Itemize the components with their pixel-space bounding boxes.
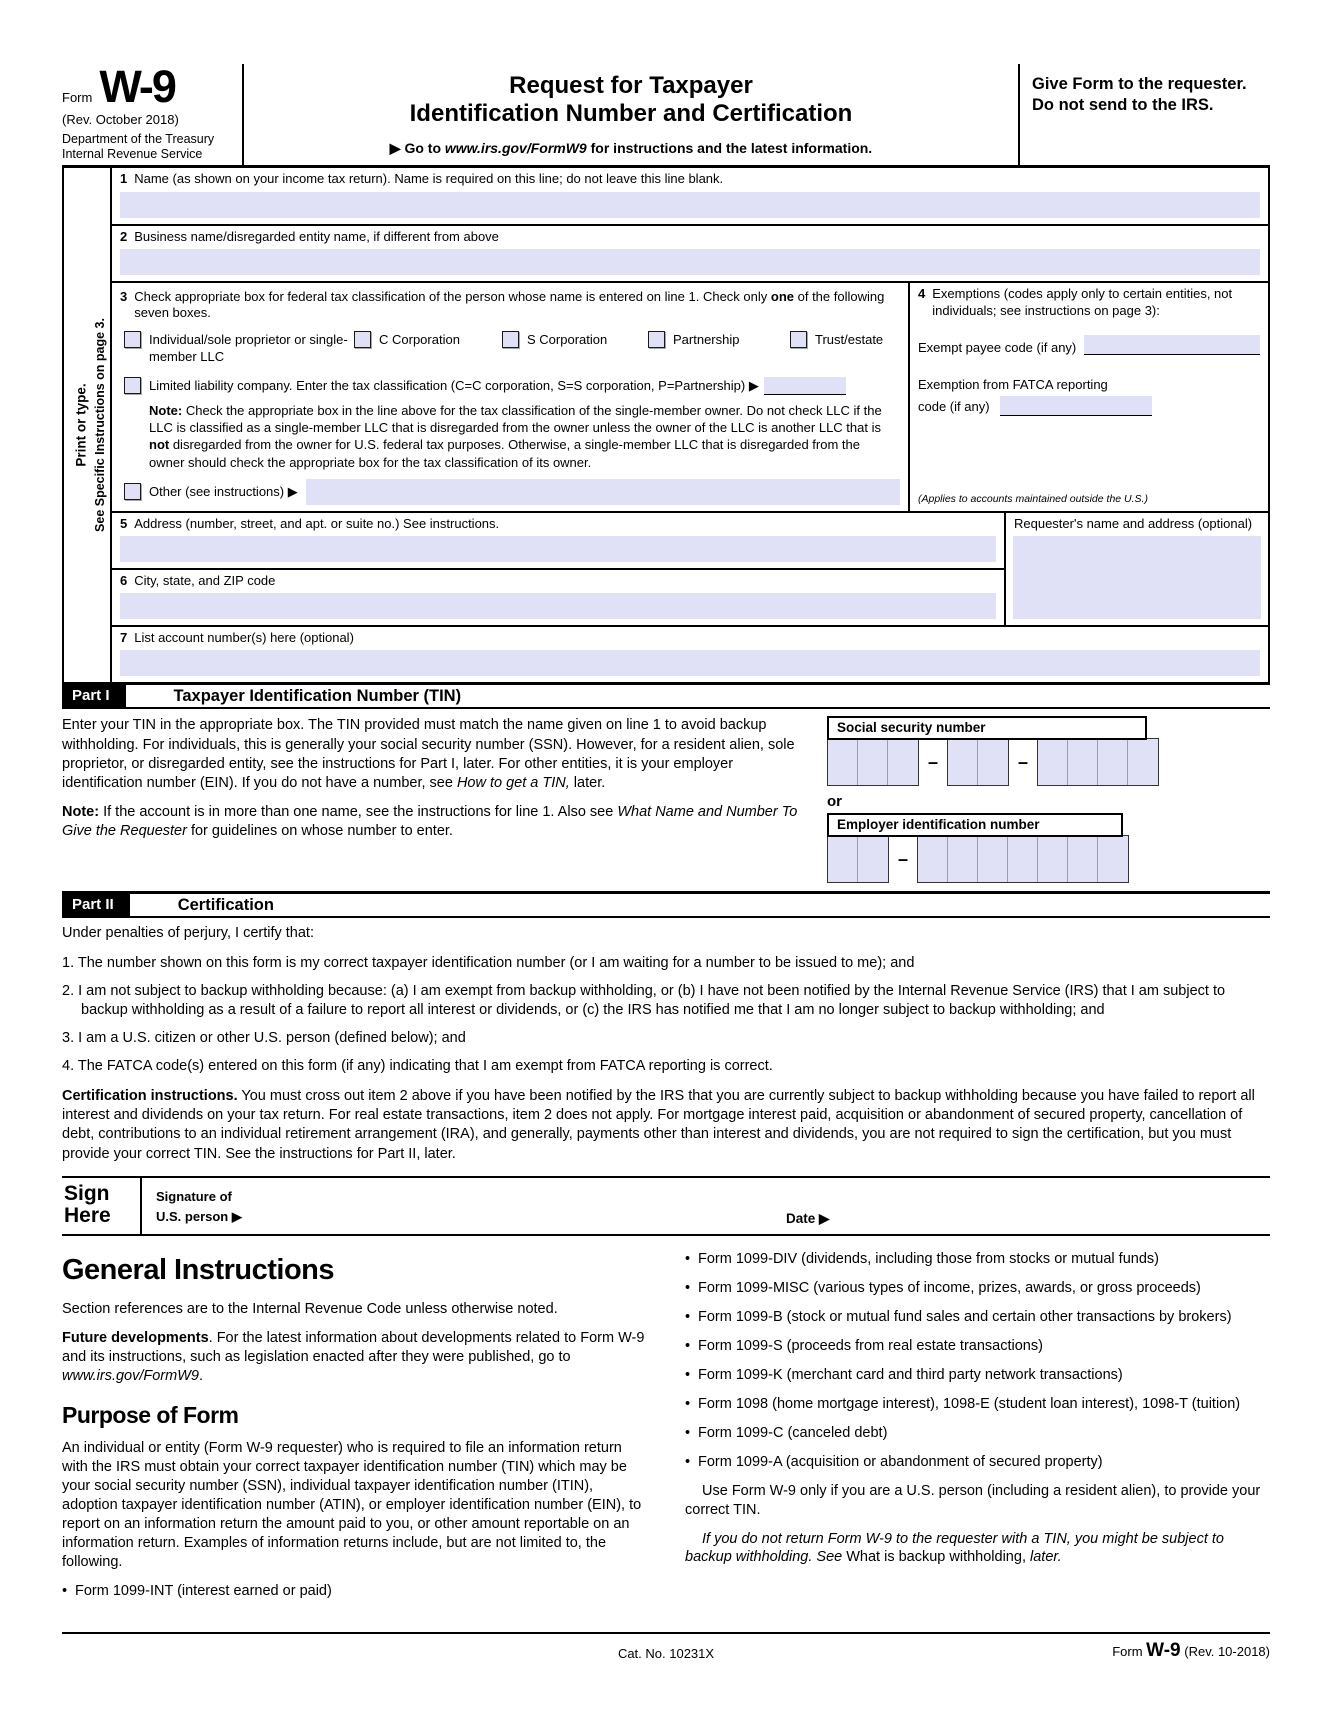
llc-note: Note: Check the appropriate box in the line above for the tax classification of the single-member owner. Do not check LLC if the LLC is classified as a single-member LLC that is disregarded from the owner unless the owner of the LLC is another LLC that is not disregarded from the owner for U.S. federal tax purposes. Otherwise, a single-member LLC that is disregarded from the owner should check the appropriate box for the tax classification of its owner. bbox=[149, 403, 882, 470]
exempt-payee-code-input[interactable] bbox=[1084, 335, 1260, 355]
ein-dash: – bbox=[898, 848, 909, 869]
fields-block bbox=[62, 168, 1270, 682]
certification-item-1: 1. The number shown on this form is my correct taxpayer identification number (or I am waiting for a number to be issued to me); and bbox=[62, 954, 915, 971]
fatca-label-line2: code (if any) bbox=[918, 398, 990, 414]
part2-tag: Part II bbox=[62, 894, 130, 916]
ssn-boxes bbox=[827, 738, 1270, 786]
line5-label: Address (number, street, and apt. or suite no.) See instructions. bbox=[134, 515, 500, 531]
part1-instructions bbox=[62, 714, 827, 883]
agency-line: Internal Revenue Service bbox=[62, 146, 203, 161]
c-corporation-checkbox[interactable] bbox=[354, 331, 371, 348]
form-title-block bbox=[242, 64, 1020, 165]
date-input[interactable] bbox=[842, 1178, 1270, 1234]
llc-checkbox[interactable] bbox=[124, 377, 141, 394]
exempt-payee-row bbox=[918, 335, 1260, 355]
line3-line4-row bbox=[112, 283, 1268, 513]
form-1099-misc-bullet: • Form 1099-MISC (various types of income, prizes, awards, or gross proceeds) bbox=[685, 1279, 1270, 1298]
or-label: or bbox=[827, 793, 842, 811]
ssn-dash: – bbox=[928, 751, 939, 772]
sign-here-section bbox=[62, 1176, 1270, 1236]
tin-entry-column bbox=[827, 714, 1270, 883]
future-developments-paragraph: Future developments. For the latest information about developments related to Form W-9 and its instructions, such as legislation enacted after they were published, go to www.irs.gov/FormW9. bbox=[62, 1329, 645, 1384]
checkbox-item-s-corp bbox=[502, 331, 648, 366]
line4-label: Exemptions (codes apply only to certain entities, not individuals; see instructions on page 3): bbox=[932, 285, 1233, 318]
line4-section bbox=[910, 283, 1268, 511]
catalog-number: Cat. No. 10231X bbox=[617, 1645, 715, 1661]
line2-label: Business name/disregarded entity name, if different from above bbox=[134, 228, 499, 244]
s-corporation-checkbox-label: S Corporation bbox=[527, 332, 608, 348]
form-id-block bbox=[62, 61, 242, 165]
page-footer bbox=[62, 1632, 1270, 1661]
other-input[interactable] bbox=[306, 479, 900, 505]
partnership-checkbox-label: Partnership bbox=[673, 332, 740, 348]
account-numbers-input[interactable] bbox=[120, 650, 1260, 676]
line6-number: 6 bbox=[120, 572, 128, 588]
tin-paragraph: Enter your TIN in the appropriate box. The TIN provided must match the name given on line 1 to avoid backup withholding. For individuals, this is generally your social security number (SSN). However, for a resident alien, sole proprietor, or disregarded entity, see the instructions for Part I, later. For other entities, it is your employer identification number (EIN). If you do not have a number, see How to get a TIN, later. bbox=[62, 717, 795, 791]
line1-row bbox=[112, 168, 1268, 225]
llc-label: Limited liability company. Enter the tax classification (C=C corporation, S=S corporation, P=Partnership) ▶ bbox=[149, 378, 759, 394]
line5-row bbox=[112, 513, 1004, 570]
print-or-type-sidebar bbox=[64, 168, 112, 682]
certification-item-2: 2. I am not subject to backup withholding because: (a) I am exempt from backup withholding, or (b) I have not been notified by the Internal Revenue Service (IRS) that I am subject to backup withholding as a result of a failure to report all interest or dividends, or (c) the IRS has notified me that I am no longer subject to backup withholding; and bbox=[62, 982, 1226, 1018]
ein-label: Employer identification number bbox=[827, 813, 1123, 837]
general-instructions-heading: General Instructions bbox=[62, 1253, 335, 1286]
ssn-cell[interactable] bbox=[1038, 739, 1068, 785]
ein-boxes bbox=[827, 835, 1270, 883]
name-input[interactable] bbox=[120, 192, 1260, 218]
form-1098-bullet: • Form 1098 (home mortgage interest), 1098-E (student loan interest), 1098-T (tuition) bbox=[685, 1395, 1270, 1414]
part1-tag: Part I bbox=[62, 685, 126, 707]
requester-label: Requester's name and address (optional) bbox=[1014, 515, 1253, 531]
checkbox-item-partnership bbox=[648, 331, 790, 366]
instructions-left-column bbox=[62, 1250, 647, 1628]
checkbox-item-c-corp bbox=[354, 331, 502, 366]
signature-label: Signature of U.S. person ▶ bbox=[156, 1188, 242, 1224]
ein-cell[interactable] bbox=[1008, 836, 1038, 882]
use-form-paragraph: Use Form W-9 only if you are a U.S. person (including a resident alien), to provide your correct TIN. bbox=[685, 1482, 1261, 1518]
line6-label: City, state, and ZIP code bbox=[134, 572, 276, 588]
form-title: Request for Taxpayer Identification Number and Certification bbox=[409, 72, 853, 128]
checkbox-item-individual bbox=[124, 331, 354, 366]
form-1099-c-bullet: • Form 1099-C (canceled debt) bbox=[685, 1424, 1270, 1443]
ein-cell[interactable] bbox=[1098, 836, 1128, 882]
ein-cell[interactable] bbox=[1068, 836, 1098, 882]
goto-instruction: ▶ Go to www.irs.gov/FormW9 for instructions and the latest information. bbox=[389, 140, 873, 157]
ssn-cell[interactable] bbox=[858, 739, 888, 785]
ein-cell[interactable] bbox=[948, 836, 978, 882]
ssn-cell[interactable] bbox=[948, 739, 978, 785]
line5-line6-row bbox=[112, 513, 1268, 628]
city-state-zip-input[interactable] bbox=[120, 593, 996, 619]
fatca-label-line1: Exemption from FATCA reporting bbox=[918, 376, 1108, 392]
ssn-cell[interactable] bbox=[888, 739, 918, 785]
ssn-cell[interactable] bbox=[1098, 739, 1128, 785]
partnership-checkbox[interactable] bbox=[648, 331, 665, 348]
line3-number: 3 bbox=[120, 288, 128, 304]
give-form-notice: Give Form to the requester. Do not send to the IRS. bbox=[1032, 75, 1247, 115]
form-revision: (Rev. October 2018) bbox=[62, 111, 179, 127]
applies-note: (Applies to accounts maintained outside the U.S.) bbox=[918, 492, 1148, 505]
department-line: Department of the Treasury bbox=[62, 131, 215, 146]
ein-group-2 bbox=[917, 835, 1129, 883]
individual-checkbox[interactable] bbox=[124, 331, 141, 348]
other-label: Other (see instructions) ▶ bbox=[149, 483, 298, 499]
ein-cell[interactable] bbox=[858, 836, 888, 882]
trust-estate-checkbox-label: Trust/estate bbox=[815, 332, 884, 348]
form-1099-int-bullet: • Form 1099-INT (interest earned or paid) bbox=[62, 1582, 647, 1601]
ssn-group-1 bbox=[827, 738, 919, 786]
other-checkbox[interactable] bbox=[124, 483, 141, 500]
ssn-group-3 bbox=[1037, 738, 1159, 786]
form-word: Form bbox=[62, 90, 93, 105]
fatca-code-input[interactable] bbox=[1000, 396, 1152, 416]
line3-section bbox=[112, 283, 910, 511]
individual-checkbox-label: Individual/sole proprietor or single-member LLC bbox=[149, 332, 348, 365]
certification-instructions: Certification instructions. You must cross out item 2 above if you have been notified by the IRS that you are currently subject to backup withholding because you have failed to report all interest and dividends on your tax return. For real estate transactions, item 2 does not apply. For mortgage interest paid, acquisition or abandonment of secured property, cancellation of debt, contributions to an individual retirement arrangement (IRA), and generally, payments other than interest and dividends, you are not required to sign the certification, but you must provide your correct TIN. See the instructions for Part II, later. bbox=[62, 1088, 1255, 1162]
exempt-payee-label: Exempt payee code (if any) bbox=[918, 339, 1077, 355]
form-1099-div-bullet: • Form 1099-DIV (dividends, including those from stocks or mutual funds) bbox=[685, 1250, 1270, 1269]
ssn-group-2 bbox=[947, 738, 1009, 786]
line2-row bbox=[112, 226, 1268, 283]
ssn-dash: – bbox=[1018, 751, 1029, 772]
form-1099-b-bullet: • Form 1099-B (stock or mutual fund sales and certain other transactions by brokers) bbox=[685, 1308, 1270, 1327]
requester-section bbox=[1006, 513, 1268, 626]
part1-body bbox=[62, 709, 1270, 891]
form-number: W-9 bbox=[99, 61, 175, 112]
certification-intro: Under penalties of perjury, I certify that: bbox=[62, 925, 314, 942]
instructions-right-column bbox=[685, 1250, 1270, 1628]
certification-item-3: 3. I am a U.S. citizen or other U.S. person (defined below); and bbox=[62, 1029, 466, 1046]
llc-classification-input[interactable] bbox=[764, 377, 846, 395]
print-or-type-label: Print or type. bbox=[73, 383, 89, 467]
ein-cell[interactable] bbox=[828, 836, 858, 882]
address-input[interactable] bbox=[120, 536, 996, 562]
line7-row bbox=[112, 627, 1268, 676]
line1-number: 1 bbox=[120, 171, 128, 187]
other-row bbox=[124, 479, 900, 505]
ein-group-1 bbox=[827, 835, 889, 883]
section-references-paragraph: Section references are to the Internal Revenue Code unless otherwise noted. bbox=[62, 1300, 558, 1317]
form-header bbox=[62, 61, 1270, 168]
purpose-of-form-heading: Purpose of Form bbox=[62, 1401, 239, 1428]
footer-form-id: Form W-9 (Rev. 10-2018) bbox=[1112, 1639, 1270, 1661]
part2-body bbox=[62, 918, 1270, 1175]
requester-input[interactable] bbox=[1013, 536, 1261, 619]
s-corporation-checkbox[interactable] bbox=[502, 331, 519, 348]
form-1099-k-bullet: • Form 1099-K (merchant card and third party network transactions) bbox=[685, 1366, 1270, 1385]
ssn-cell[interactable] bbox=[1068, 739, 1098, 785]
line1-label: Name (as shown on your income tax return). Name is required on this line; do not leave this line blank. bbox=[134, 171, 724, 187]
date-label: Date ▶ bbox=[786, 1210, 830, 1226]
line4-number: 4 bbox=[918, 285, 926, 301]
backup-withholding-paragraph: If you do not return Form W-9 to the requester with a TIN, you might be subject to backup withholding. See What is backup withholding, later. bbox=[685, 1530, 1224, 1566]
line7-number: 7 bbox=[120, 630, 128, 646]
line7-label: List account number(s) here (optional) bbox=[134, 630, 354, 646]
part1-title: Taxpayer Identification Number (TIN) bbox=[173, 687, 462, 706]
llc-row bbox=[124, 377, 908, 395]
sign-here-label: Sign Here bbox=[62, 1178, 142, 1234]
part2-header-bar bbox=[62, 891, 1270, 918]
line6-row bbox=[112, 570, 1004, 619]
trust-estate-checkbox[interactable] bbox=[790, 331, 807, 348]
certification-item-4: 4. The FATCA code(s) entered on this form (if any) indicating that I am exempt from FATCA reporting is correct. bbox=[62, 1058, 773, 1075]
fatca-section bbox=[918, 375, 1260, 417]
ein-cell[interactable] bbox=[918, 836, 948, 882]
c-corporation-checkbox-label: C Corporation bbox=[379, 332, 460, 348]
signature-input[interactable] bbox=[292, 1178, 786, 1234]
fields-column bbox=[112, 168, 1268, 682]
line2-number: 2 bbox=[120, 228, 128, 244]
part1-header-bar bbox=[62, 682, 1270, 709]
classification-checkbox-row bbox=[124, 331, 908, 366]
business-name-input[interactable] bbox=[120, 249, 1260, 275]
irs-url: www.irs.gov/FormW9 bbox=[444, 140, 587, 157]
ein-cell[interactable] bbox=[1038, 836, 1068, 882]
tin-note: Note: If the account is in more than one name, see the instructions for line 1. Also see What Name and Number To Give the Requester for guidelines on whose number to enter. bbox=[62, 803, 798, 840]
form-1099-s-bullet: • Form 1099-S (proceeds from real estate transactions) bbox=[685, 1337, 1270, 1356]
part2-title: Certification bbox=[177, 896, 274, 915]
ssn-label: Social security number bbox=[827, 716, 1147, 740]
purpose-paragraph: An individual or entity (Form W-9 requester) who is required to file an information return with the IRS must obtain your correct taxpayer identification number (TIN) which may be your social security number (SSN), individual taxpayer identification number (ITIN), adoption taxpayer identification number (ATIN), or employer identification number (EIN), to report on an information return the amount paid to you, or other amount reportable on an information return. Examples of information returns include, but are not limited to, the following. bbox=[62, 1439, 642, 1570]
ssn-cell[interactable] bbox=[828, 739, 858, 785]
address-column bbox=[112, 513, 1006, 626]
ssn-cell[interactable] bbox=[978, 739, 1008, 785]
ssn-cell[interactable] bbox=[1128, 739, 1158, 785]
form-1099-a-bullet: • Form 1099-A (acquisition or abandonment of secured property) bbox=[685, 1453, 1270, 1472]
general-instructions-section bbox=[62, 1236, 1270, 1628]
ein-cell[interactable] bbox=[978, 836, 1008, 882]
see-specific-instructions-label: See Specific Instructions on page 3. bbox=[93, 318, 107, 533]
checkbox-item-trust-estate bbox=[790, 331, 883, 366]
line5-number: 5 bbox=[120, 515, 128, 531]
line3-label: Check appropriate box for federal tax classification of the person whose name is entered on line 1. Check only one of the following seven boxes. bbox=[134, 288, 885, 320]
